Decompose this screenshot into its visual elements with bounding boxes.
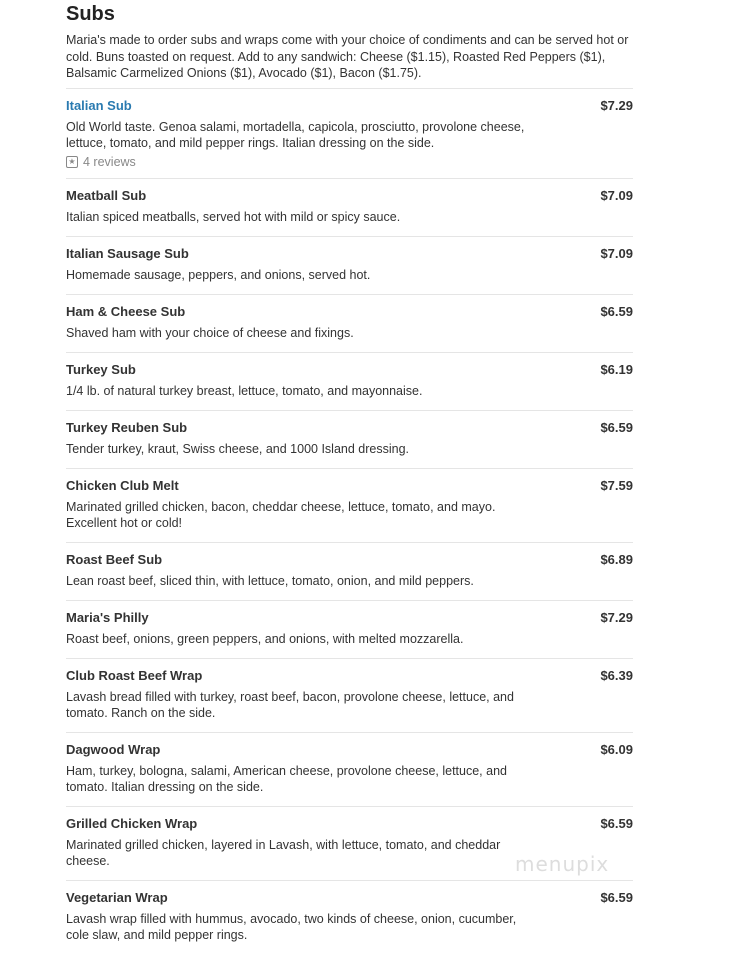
menu-item-price: $6.39 [600, 667, 633, 683]
menu-item-header [66, 816, 633, 832]
menu-item-description: Lavash bread filled with turkey, roast beef, bacon, provolone cheese, lettuce, and tomato. Ranch on the side. [66, 689, 514, 720]
menu-item [66, 600, 633, 658]
menu-item [66, 294, 633, 352]
menu-item-price: $6.59 [600, 815, 633, 831]
menu-item-description: Roast beef, onions, green peppers, and onions, with melted mozzarella. [66, 631, 464, 646]
menu-item-description: Shaved ham with your choice of cheese and fixings. [66, 325, 354, 340]
menu-item-header [66, 188, 633, 204]
menu-item-header [66, 420, 633, 436]
menu-item-name: Meatball Sub [66, 187, 147, 203]
menu-item-price: $6.09 [600, 741, 633, 757]
menu-item-name: Chicken Club Melt [66, 477, 179, 493]
menu-item-name: Dagwood Wrap [66, 741, 161, 757]
menu-item-header [66, 246, 633, 262]
menu-item-header [66, 552, 633, 568]
menu-item-price: $7.59 [600, 477, 633, 493]
menu-item-header [66, 610, 633, 626]
menu-item-header [66, 478, 633, 494]
menu-item [66, 178, 633, 236]
menu-item-header [66, 668, 633, 684]
menu-item-price: $6.19 [600, 361, 633, 377]
menu-section [66, 0, 633, 954]
menu-item-name-link[interactable]: Italian Sub [66, 97, 132, 113]
menu-item-name: Turkey Reuben Sub [66, 419, 188, 435]
menu-item-name: Maria's Philly [66, 609, 149, 625]
menu-item-price: $6.59 [600, 889, 633, 905]
section-intro: Maria's made to order subs and wraps come with your choice of condiments and can be served hot or cold. Buns toasted on request. Add to any sandwich: Cheese ($1.15), Roasted Red Peppers ($1), Balsamic Carmelized Onions ($1), Avocado ($1), Bacon ($1.75). [66, 33, 629, 80]
menu-item [66, 352, 633, 410]
menu-item-name: Turkey Sub [66, 361, 136, 377]
menu-item-price: $6.59 [600, 303, 633, 319]
menu-item-description: Marinated grilled chicken, layered in Lavash, with lettuce, tomato, and cheddar cheese. [66, 837, 501, 868]
star-icon: ★ [66, 156, 78, 168]
menu-item-name: Ham & Cheese Sub [66, 303, 186, 319]
menu-item-description: Tender turkey, kraut, Swiss cheese, and 1000 Island dressing. [66, 441, 410, 456]
menu-item-price: $6.59 [600, 419, 633, 435]
menu-item [66, 880, 633, 954]
reviews-count: 4 reviews [83, 154, 136, 169]
menu-item-header [66, 98, 633, 114]
menu-item-price: $7.29 [600, 609, 633, 625]
reviews-link[interactable] [66, 155, 633, 169]
menu-item-description: Lean roast beef, sliced thin, with lettuce, tomato, onion, and mild peppers. [66, 573, 474, 588]
section-title: Subs [66, 3, 115, 25]
menu-item-name: Roast Beef Sub [66, 551, 163, 567]
menupix-watermark: menupix [515, 852, 610, 876]
menu-item [66, 410, 633, 468]
menu-item-header [66, 890, 633, 906]
menu-item-header [66, 304, 633, 320]
menu-item-list [66, 88, 633, 954]
menu-item-name: Vegetarian Wrap [66, 889, 168, 905]
menu-item-description: Marinated grilled chicken, bacon, cheddar cheese, lettuce, tomato, and mayo. Excellent hot or cold! [66, 499, 496, 530]
menu-item-header [66, 362, 633, 378]
menu-item-price: $7.09 [600, 245, 633, 261]
menu-item-description: 1/4 lb. of natural turkey breast, lettuce, tomato, and mayonnaise. [66, 383, 423, 398]
menu-item-header [66, 742, 633, 758]
menu-item-name: Italian Sausage Sub [66, 245, 189, 261]
menu-item-description: Italian spiced meatballs, served hot with mild or spicy sauce. [66, 209, 401, 224]
menu-item [66, 542, 633, 600]
menu-item-price: $7.29 [600, 97, 633, 113]
menu-item [66, 468, 633, 542]
menu-item [66, 658, 633, 732]
menu-item-name: Club Roast Beef Wrap [66, 667, 203, 683]
menu-item-description: Lavash wrap filled with hummus, avocado, two kinds of cheese, onion, cucumber, cole slaw, and mild pepper rings. [66, 911, 517, 942]
menu-item [66, 88, 633, 178]
menu-item-description: Homemade sausage, peppers, and onions, served hot. [66, 267, 371, 282]
menu-item-name: Grilled Chicken Wrap [66, 815, 198, 831]
menu-item-description: Ham, turkey, bologna, salami, American cheese, provolone cheese, lettuce, and tomato. Italian dressing on the side. [66, 763, 507, 794]
menu-item-price: $7.09 [600, 187, 633, 203]
menu-item [66, 732, 633, 806]
menu-item-description: Old World taste. Genoa salami, mortadella, capicola, prosciutto, provolone cheese, lettuce, tomato, and mild pepper rings. Italian dressing on the side. [66, 119, 525, 150]
menu-item-price: $6.89 [600, 551, 633, 567]
menu-item [66, 236, 633, 294]
